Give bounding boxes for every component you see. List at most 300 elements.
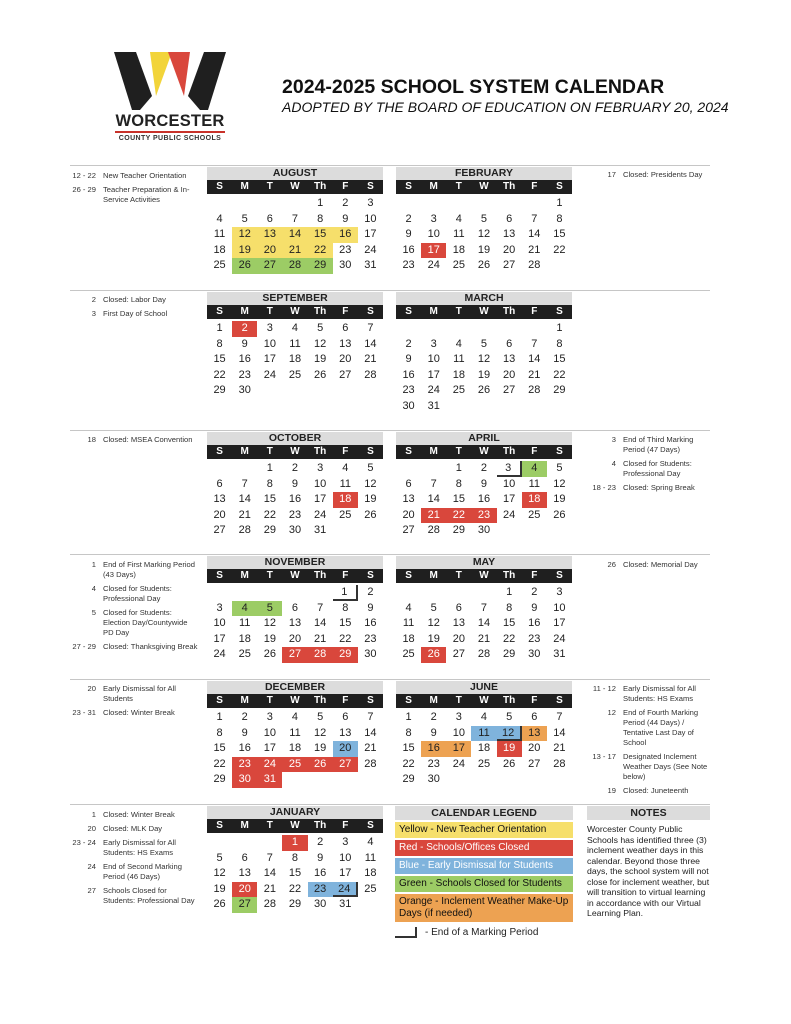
day-cell: 27 [213,524,226,536]
day-cell: 5 [480,212,488,225]
day-cell: 6 [216,477,223,490]
day-cell: 21 [238,508,251,521]
right-notes-feb [587,170,711,184]
day-cell: 27 [503,259,516,271]
day-cell: 18 [452,368,465,381]
weekday-label: F [342,446,349,457]
empty-cell [421,321,446,337]
note-date: 4 [91,584,96,593]
weekday-label: S [216,446,223,457]
day-cell: 6 [455,601,462,614]
day-grid [396,321,572,414]
weekday-label: Th [314,570,327,581]
day-cell: 18 [402,632,415,645]
day-cell: 20 [452,632,465,645]
day-cell: 27 [339,368,352,381]
weekday-label: S [216,306,223,317]
day-cell: 21 [528,368,541,381]
day-cell: 5 [367,462,374,474]
weekday-label: T [455,695,462,706]
note-text: Closed: MLK Day [103,824,163,833]
day-cell: 13 [238,867,251,879]
note-date: 13 - 17 [592,752,616,761]
day-cell: 3 [497,461,522,477]
empty-cell [308,585,333,601]
day-cell: 31 [314,524,327,536]
day-cell: 22 [263,508,276,521]
day-cell: 12 [427,617,440,629]
note-item [70,309,200,319]
day-cell: 2 [480,462,488,474]
note-date: 4 [611,459,616,468]
day-cell: 28 [263,898,276,910]
day-cell: 15 [553,353,566,365]
day-cell: 2 [291,462,299,474]
day-cell: 7 [266,851,273,864]
weekday-header [207,694,383,708]
day-cell: 4 [216,212,223,225]
day-cell: 16 [528,617,541,629]
day-cell: 12 [263,617,276,629]
day-cell: 22 [553,368,566,381]
note-text: Closed: MSEA Convention [103,435,193,444]
day-cell: 1 [405,711,412,723]
empty-cell [446,196,471,212]
row-separator [70,290,710,291]
day-cell: 25 [282,757,307,773]
day-cell: 30 [528,648,541,660]
day-cell: 6 [291,601,299,614]
day-cell: 17 [503,493,516,505]
day-cell: 13 [257,227,282,243]
day-cell: 9 [342,212,349,225]
day-cell: 12 [497,726,522,742]
day-cell: 1 [333,585,358,601]
day-cell: 2 [405,212,412,225]
day-cell: 14 [528,353,541,365]
day-cell: 14 [553,726,566,739]
day-cell: 30 [232,772,257,788]
day-cell: 14 [528,228,541,240]
empty-cell [257,835,282,851]
day-cell: 20 [528,742,541,754]
day-cell: 8 [266,477,273,490]
day-cell: 30 [339,259,352,271]
day-cell: 5 [430,601,437,614]
weekday-label: S [405,570,412,581]
weekday-label: W [479,695,489,706]
day-cell: 9 [480,477,488,490]
day-cell: 16 [333,227,358,243]
day-cell: 4 [342,462,349,474]
day-cell: 15 [503,617,516,629]
day-cell: 11 [453,353,465,365]
day-cell: 18 [522,492,547,508]
day-cell: 14 [238,493,251,505]
note-text: Early Dismissal for All Students: HS Exams [103,838,176,857]
weekday-label: S [556,570,563,581]
day-cell: 15 [452,493,465,505]
note-date: 26 [607,560,616,569]
day-cell: 13 [213,493,226,505]
day-cell: 18 [452,243,465,256]
empty-cell [282,585,307,601]
weekday-label: T [266,695,273,706]
district-logo [112,50,228,144]
day-cell: 21 [364,353,377,365]
note-item [587,435,711,455]
note-text: Early Dismissal for All Students: HS Exams [623,684,696,703]
day-cell: 26 [553,508,566,521]
weekday-label: F [531,695,538,706]
day-cell: 31 [427,399,440,412]
weekday-label: S [556,306,563,317]
day-cell: 8 [216,337,223,350]
day-cell: 6 [342,322,349,334]
day-cell: 19 [477,243,491,256]
note-text: End of Fourth Marking Period (44 Days) / Tentative Last Day of School [623,708,699,747]
day-cell: 12 [477,353,491,365]
day-cell: 23 [288,508,302,521]
day-cell: 7 [556,711,563,723]
weekday-header [396,569,572,583]
day-cell: 27 [503,384,516,396]
day-cell: 22 [446,508,471,524]
weekday-label: Th [314,446,327,457]
note-item [70,886,200,906]
day-cell: 10 [427,228,440,240]
day-cell: 10 [503,477,516,490]
day-cell: 18 [288,742,302,754]
note-date: 1 [91,560,96,569]
month-june [396,681,572,788]
note-item [70,838,200,858]
empty-cell [396,196,421,212]
day-cell: 1 [556,322,563,334]
day-cell: 18 [364,867,377,879]
day-cell: 28 [238,524,251,536]
day-cell: 5 [317,711,324,723]
weekday-label: W [479,570,489,581]
month-name: AUGUST [207,167,383,180]
day-cell: 24 [553,632,566,645]
month-november [207,556,383,663]
weekday-label: T [455,446,462,457]
day-cell: 21 [282,243,307,259]
day-cell: 16 [238,353,251,365]
day-cell: 21 [477,632,491,645]
note-date: 20 [87,684,96,693]
day-grid [207,835,383,913]
empty-cell [207,835,232,851]
day-cell: 21 [364,742,377,754]
weekday-label: Th [503,695,516,706]
weekday-label: S [216,570,223,581]
day-cell: 26 [503,757,516,770]
note-item [70,435,200,445]
day-cell: 14 [263,867,276,879]
day-cell: 18 [238,632,251,645]
weekday-label: Th [503,570,516,581]
day-cell: 5 [506,711,513,723]
day-cell: 4 [232,601,257,617]
day-cell: 9 [317,851,324,864]
day-cell: 6 [342,711,349,723]
day-cell: 23 [364,632,377,645]
day-cell: 1 [216,322,223,334]
day-cell: 10 [364,212,377,225]
weekday-label: M [240,306,249,317]
day-cell: 3 [455,711,462,723]
day-cell: 3 [216,601,223,614]
month-name: MARCH [396,292,572,305]
weekday-label: M [240,695,249,706]
day-cell: 24 [333,882,358,898]
weekday-label: M [240,820,249,831]
weekday-label: M [429,695,438,706]
day-cell: 18 [477,742,491,754]
day-cell: 16 [402,368,415,381]
day-cell: 12 [477,228,491,240]
note-text: Closed for Students: Professional Day [103,584,172,603]
note-date: 18 - 23 [592,483,616,492]
weekday-header [207,180,383,194]
note-item [70,185,200,205]
day-cell: 23 [308,882,333,898]
note-date: 27 - 29 [72,642,96,651]
weekday-label: M [429,306,438,317]
day-cell: 28 [308,647,333,663]
weekday-label: T [266,181,273,192]
day-cell: 1 [266,462,273,474]
day-cell: 8 [506,601,513,614]
day-cell: 26 [477,384,491,396]
day-grid [396,196,572,274]
weekday-label: M [240,181,249,192]
note-item [70,810,200,820]
day-cell: 30 [427,773,440,785]
weekday-label: F [342,306,349,317]
note-item [587,786,711,796]
day-cell: 8 [455,477,462,490]
day-cell: 10 [263,337,276,350]
calendar-legend [395,806,573,938]
left-notes-sep [70,295,200,323]
day-cell: 23 [427,757,440,770]
note-text: Closed: Spring Break [623,483,695,492]
weekday-label: S [556,695,563,706]
day-cell: 27 [282,647,307,663]
month-name: MAY [396,556,572,569]
day-cell: 11 [364,851,377,864]
day-cell: 3 [367,197,374,209]
month-april [396,432,572,539]
day-cell: 28 [427,524,440,536]
day-cell: 25 [402,648,415,660]
day-cell: 3 [556,586,563,598]
weekday-header [207,305,383,319]
note-text: Closed: Presidents Day [623,170,703,179]
weekday-label: Th [314,306,327,317]
day-cell: 26 [232,258,257,274]
day-cell: 5 [556,462,563,474]
day-cell: 12 [314,337,327,350]
day-cell: 17 [427,368,440,381]
note-date: 2 [91,295,96,304]
legend-marking-period [395,927,573,938]
weekday-label: S [216,820,223,831]
day-cell: 18 [333,492,358,508]
logo-name: WORCESTER [115,112,225,130]
day-cell: 20 [288,632,302,645]
legend-green: Green - Schools Closed for Students [395,876,573,892]
weekday-label: S [367,570,374,581]
day-cell: 3 [266,322,273,334]
day-cell: 22 [503,632,516,645]
day-cell: 1 [455,462,462,474]
note-text: End of Second Marking Period (46 Days) [103,862,182,881]
month-name: DECEMBER [207,681,383,694]
note-date: 18 [87,435,96,444]
weekday-label: W [290,695,300,706]
day-cell: 3 [317,462,324,474]
weekday-label: F [342,181,349,192]
day-cell: 15 [553,228,566,240]
day-cell: 1 [282,835,307,851]
day-cell: 11 [213,228,226,240]
note-item [70,584,200,604]
empty-cell [232,196,257,212]
day-cell: 20 [232,882,257,898]
weekday-label: S [405,306,412,317]
day-grid [207,710,383,788]
weekday-label: F [531,570,538,581]
notes-text: Worcester County Public Schools has identified three (3) inclement weather days in this calendar. Beyond those three days, the school system will not close for inclement weather, but will transition to virtual learning in accordance with our Virtual Learning Plan. [587,824,710,918]
day-cell: 18 [288,353,302,365]
note-date: 19 [607,786,616,795]
day-cell: 24 [364,243,377,256]
day-cell: 19 [263,632,276,645]
notes-box [587,806,710,919]
day-cell: 27 [232,897,257,913]
day-cell: 22 [213,368,226,381]
weekday-label: S [405,446,412,457]
note-item [70,171,200,181]
day-cell: 23 [232,757,257,773]
weekday-header [396,445,572,459]
day-cell: 26 [421,647,446,663]
day-cell: 22 [553,243,566,256]
month-name: FEBRUARY [396,167,572,180]
note-item [587,483,711,493]
weekday-label: M [429,181,438,192]
day-cell: 26 [477,259,491,271]
day-cell: 12 [314,726,327,739]
empty-cell [207,461,232,477]
month-may [396,556,572,663]
note-text: New Teacher Orientation [103,171,187,180]
day-cell: 18 [213,243,226,256]
day-cell: 14 [364,337,377,350]
empty-cell [446,321,471,337]
weekday-label: W [479,306,489,317]
day-cell: 8 [556,212,563,225]
day-cell: 19 [213,882,226,895]
day-cell: 10 [314,477,327,490]
right-notes-may [587,560,711,574]
day-cell: 10 [339,851,352,864]
empty-cell [232,461,257,477]
row-separator [70,679,710,680]
day-cell: 25 [477,757,491,770]
note-item [587,752,711,782]
note-item [70,684,200,704]
month-january [207,806,383,913]
weekday-label: S [367,446,374,457]
day-cell: 25 [213,259,226,271]
empty-cell [232,585,257,601]
weekday-label: F [531,446,538,457]
note-date: 24 [87,862,96,871]
weekday-label: Th [503,181,516,192]
empty-cell [257,196,282,212]
day-cell: 13 [503,228,516,240]
day-cell: 26 [314,368,327,381]
day-cell: 29 [263,524,276,536]
day-cell: 10 [452,726,465,739]
day-cell: 20 [503,368,516,381]
day-cell: 4 [405,601,412,614]
note-date: 11 - 12 [592,684,616,693]
day-cell: 19 [314,353,327,365]
day-cell: 11 [453,228,465,240]
empty-cell [421,461,446,477]
empty-cell [421,585,446,601]
day-cell: 20 [503,243,516,256]
day-cell: 9 [367,601,374,614]
day-cell: 24 [263,368,276,381]
day-cell: 15 [339,617,352,629]
note-item [587,708,711,748]
note-text: Closed for Students: Professional Day [623,459,692,478]
day-cell: 25 [364,882,377,895]
day-cell: 23 [339,243,352,256]
day-cell: 2 [430,711,437,723]
day-cell: 15 [213,353,226,365]
month-name: JUNE [396,681,572,694]
month-name: SEPTEMBER [207,292,383,305]
day-cell: 15 [308,227,333,243]
weekday-label: F [342,820,349,831]
weekday-label: W [479,446,489,457]
month-name: OCTOBER [207,432,383,445]
row-separator [70,554,710,555]
month-name: APRIL [396,432,572,445]
day-cell: 16 [364,617,377,629]
left-notes-oct [70,435,200,449]
weekday-header [207,569,383,583]
day-cell: 31 [257,772,282,788]
weekday-label: S [216,695,223,706]
logo-subtitle: COUNTY PUBLIC SCHOOLS [118,135,222,142]
empty-cell [471,321,496,337]
day-cell: 26 [213,898,226,910]
day-cell: 2 [405,337,412,350]
day-cell: 17 [263,353,276,365]
day-cell: 20 [402,508,415,521]
empty-cell [207,585,232,601]
logo-rule [115,131,225,133]
